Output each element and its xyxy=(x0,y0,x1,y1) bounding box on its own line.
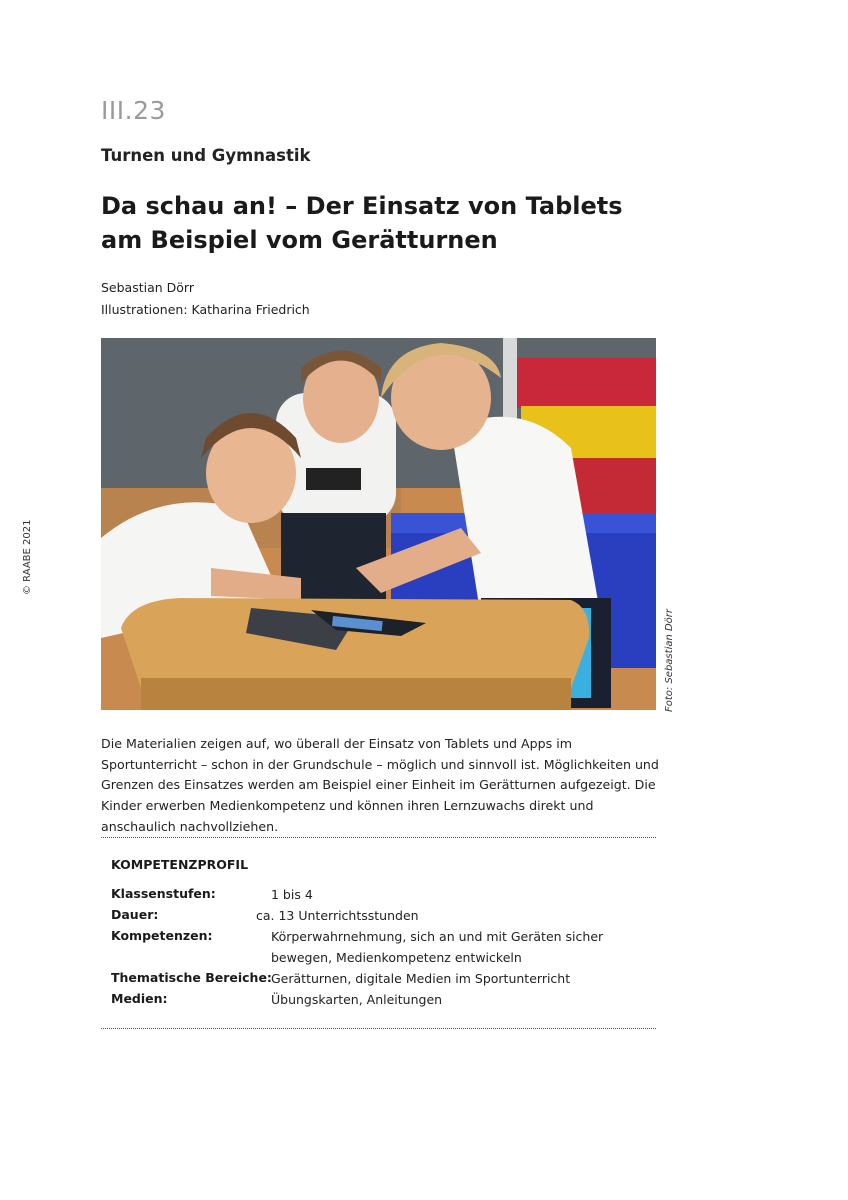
label-grade-levels: Klassenstufen: xyxy=(111,886,216,901)
author: Sebastian Dörr xyxy=(101,280,194,295)
value-duration: ca. 13 Unterrichtsstunden xyxy=(256,908,419,923)
label-competences: Kompetenzen: xyxy=(111,928,213,943)
value-thematic-areas: Gerätturnen, digitale Medien im Sportunterricht xyxy=(271,971,571,986)
divider-top xyxy=(101,837,656,838)
page-title xyxy=(101,189,623,257)
cover-photo xyxy=(101,338,656,710)
value-grade-levels: 1 bis 4 xyxy=(271,887,313,902)
illustrator-credit: Illustrationen: Katharina Friedrich xyxy=(101,302,310,317)
value-media: Übungskarten, Anleitungen xyxy=(271,992,443,1007)
category-heading: Turnen und Gymnastik xyxy=(101,146,311,165)
competence-profile-heading: KOMPETENZPROFIL xyxy=(111,857,249,872)
value-competences: Körperwahrnehmung, sich an und mit Geräten sicher bewegen, Medienkompetenz entwickeln xyxy=(271,929,604,965)
description-paragraph: Die Materialien zeigen auf, wo überall der Einsatz von Tablets und Apps im Sportunterricht – schon in der Grundschule – möglich und sinnvoll ist. Möglichkeiten und Grenzen des Einsatzes werden am Beispiel einer Einheit im Gerätturnen aufgezeigt. Die Kinder erwerben Medienkompetenz und können ihren Lernzuwachs direkt und anschaulich nachvollziehen. xyxy=(101,736,659,834)
copyright-notice: © RAABE 2021 xyxy=(22,519,33,595)
label-duration: Dauer: xyxy=(111,907,159,922)
label-thematic-areas: Thematische Bereiche: xyxy=(111,970,272,985)
divider-bottom xyxy=(101,1028,656,1029)
section-number: III.23 xyxy=(101,96,166,125)
label-media: Medien: xyxy=(111,991,168,1006)
title-line-1: Da schau an! – Der Einsatz von Tablets xyxy=(101,192,623,220)
children-with-tablet-illustration xyxy=(101,338,656,710)
title-line-2: am Beispiel vom Gerätturnen xyxy=(101,226,498,254)
photo-credit: Foto: Sebastian Dörr xyxy=(664,608,675,712)
